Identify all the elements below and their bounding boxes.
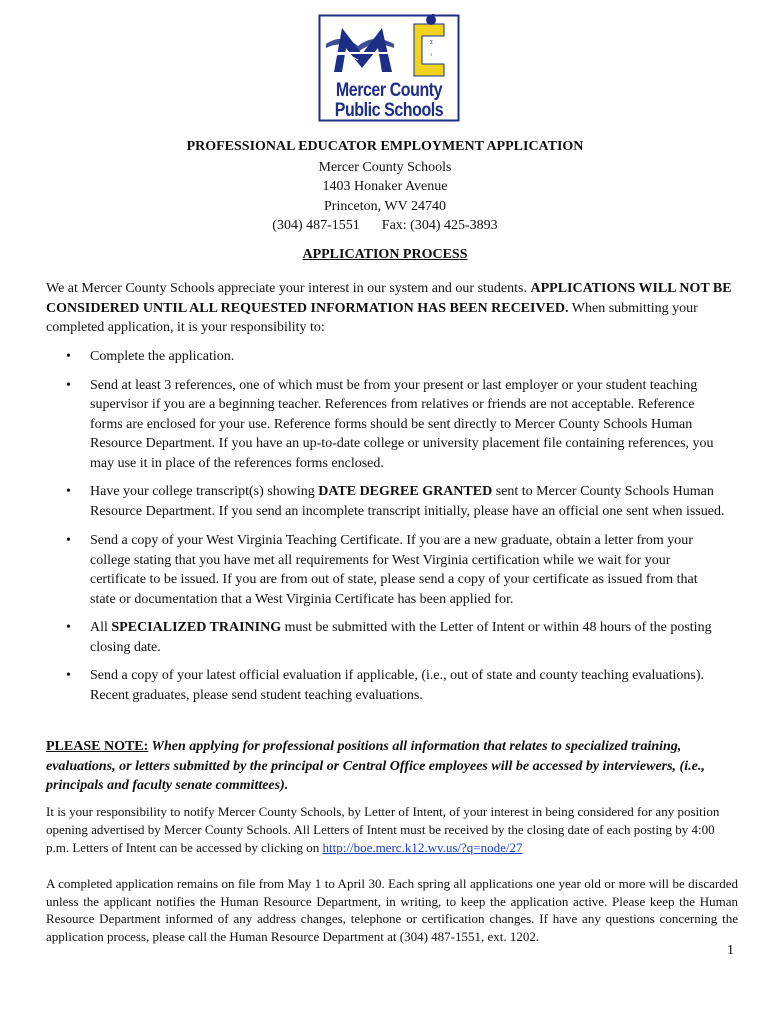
intro-tail: When submitting your completed application, it is your responsibility to: [46,300,698,335]
list-item: • Send a copy of your latest official evaluation if applicable, (i.e., out of state and county teaching evaluations). Recent graduates, please send student teaching evaluations. [46,666,726,705]
list-item-emphasis: DATE DEGREE GRANTED [318,484,493,499]
list-item: • Complete the application. [46,347,726,367]
org-name: Mercer County Schools [318,160,452,175]
responsibility-paragraph [46,803,738,858]
application-on-file-paragraph: A completed application remains on file from May 1 to April 30. Each spring all applications one year old or more will be discarded unless the applicant notifies the Human Resource Department, in writing, to keep the application active. Please keep the Human Resource Department informed of any address changes, telephone or certification changes. If have any questions concerning the application process, please call the Human Resource Department at (304) 487-1551, ext. 1202. [46,876,738,944]
requirements-list [46,347,726,705]
letters-of-intent-link[interactable]: http://boe.merc.k12.wv.us/?q=node/27 [322,840,523,856]
list-item-text: All [90,620,112,635]
logo-line-1: Mercer County [335,80,443,101]
contact-line [0,216,770,235]
svg-text:Σ: Σ [430,40,434,46]
list-item-text: sent to Mercer County Schools Human Resource Department. If you send an incomplete transcript initially, please have an official one sent when issued. [90,484,725,519]
intro-lead: We at Mercer County Schools appreciate your interest in our system and our students. [46,281,531,296]
phone-number: (304) 487-1551 [272,217,360,233]
list-item-text: Have your college transcript(s) showing [90,484,319,499]
please-note [46,737,738,796]
list-item [46,482,726,521]
list-item: • Send at least 3 references, one of which must be from your present or last employer or your student teaching supervisor if you are a beginning teacher. References from relatives or friends are not acceptable. Reference forms are enclosed for your use. Reference forms should be sent directly to Mercer County Schools Human Resource Department. If you have an up-to-date college or university placement file containing references, you may use it in place of the references forms enclosed. [46,376,726,474]
list-item-text: must be submitted with the Letter of Intent or within 48 hours of the posting closing date. [90,620,712,655]
intro-paragraph [46,279,736,338]
section-title: APPLICATION PROCESS [302,247,468,262]
intro-warning: APPLICATIONS WILL NOT BE CONSIDERED UNTIL ALL REQUESTED INFORMATION HAS BEEN RECEIVED. [46,281,732,316]
document-title: PROFESSIONAL EDUCATOR EMPLOYMENT APPLICATION [186,139,584,154]
page-number: 1 [727,943,734,958]
address-block [0,158,770,235]
street-address: 1403 Honaker Avenue [322,179,448,195]
logo-line-2: Public Schools [334,100,444,121]
city-state-zip: Princeton, WV 24740 [324,198,446,214]
list-item-emphasis: SPECIALIZED TRAINING [111,620,282,635]
note-text: When applying for professional positions all information that relates to specialized training, evaluations, or letters submitted by the principal or Central Office employees will be accessed by interviewers, (i.e., principals and faculty senate committees). [46,739,705,793]
fax-number: Fax: (304) 425-3893 [381,217,498,233]
list-item: • Send a copy of your West Virginia Teaching Certificate. If you are a new graduate, obtain a letter from your college stating that you have met all requirements for West Virginia certification while we wait for your certificate to be issued. If you are from out of state, please send a copy of your certificate as issued from that state or documentation that a West Virginia Certificate has been applied for. [46,531,726,609]
list-item [46,618,726,657]
responsibility-text: It is your responsibility to notify Mercer County Schools, by Letter of Intent, of your interest in being considered for any position opening advertised by Mercer County Schools. All Letters of Intent must be received by the closing date of each posting by 4:00 p.m. Letters of Intent can be accessed by clicking on [46,804,720,856]
school-logo [318,14,460,122]
note-label: PLEASE NOTE: [46,739,149,754]
svg-text:♪: ♪ [430,52,433,58]
